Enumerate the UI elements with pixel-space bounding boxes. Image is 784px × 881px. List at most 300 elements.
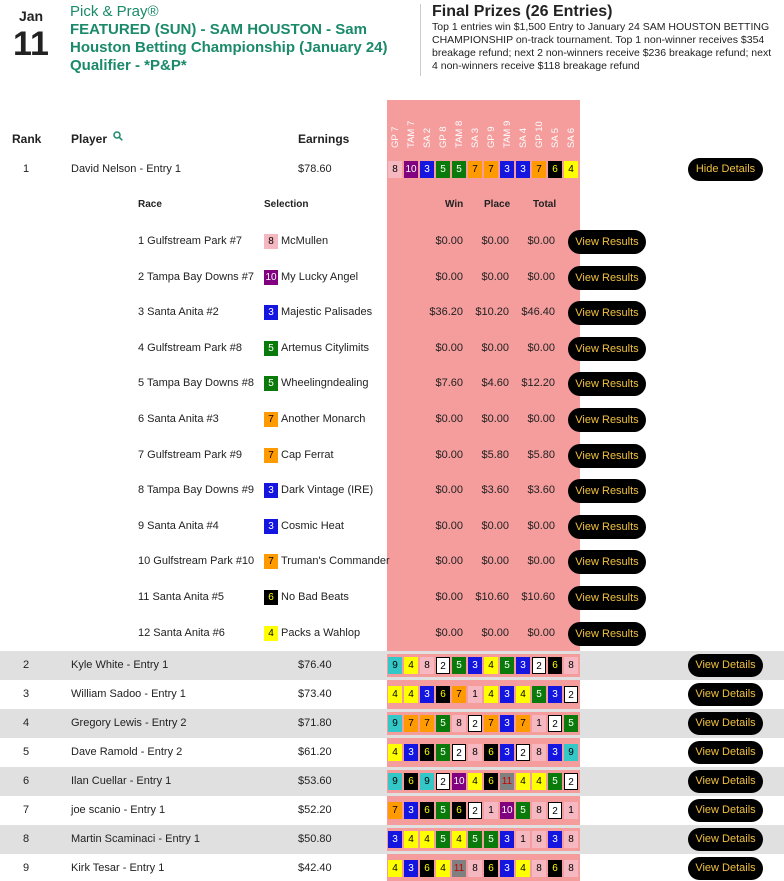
pick-cell: 3 bbox=[548, 744, 562, 761]
picks-strip bbox=[387, 654, 580, 677]
pick-cell: 5 bbox=[436, 715, 450, 732]
pick-cell: 6 bbox=[404, 773, 418, 790]
detail-total: $0.00 bbox=[527, 413, 555, 425]
pick-cell: 6 bbox=[548, 657, 562, 674]
pick-cell: 6 bbox=[548, 161, 562, 178]
pick-cell: 4 bbox=[388, 860, 402, 877]
pick-cell: 1 bbox=[564, 802, 578, 819]
date-day: 11 bbox=[13, 25, 49, 63]
view-results-button[interactable]: View Results bbox=[568, 622, 646, 646]
pick-cell: 3 bbox=[404, 860, 418, 877]
earnings-cell: $52.20 bbox=[298, 804, 332, 816]
player-name: joe scanio - Entry 1 bbox=[71, 804, 166, 816]
picks-strip bbox=[387, 770, 580, 793]
pick-cell: 2 bbox=[532, 657, 546, 674]
pick-cell: 5 bbox=[452, 161, 466, 178]
detail-row bbox=[0, 230, 784, 254]
detail-selection: No Bad Beats bbox=[281, 591, 349, 603]
view-details-button[interactable]: View Details bbox=[688, 712, 763, 735]
view-results-button[interactable]: View Results bbox=[568, 444, 646, 468]
prizes-description: Top 1 entries win $1,500 Entry to January 24 SAM HOUSTON BETTING CHAMPIONSHIP on-track tournament. Top 1 non-winner receives $354 breakage refund; next 2 non-winners receive $236 breakage refund; next 4 non-winners receive $118 breakage refund bbox=[432, 21, 772, 72]
track-label bbox=[467, 100, 483, 152]
detail-win: $0.00 bbox=[435, 448, 463, 461]
detail-win: $36.20 bbox=[429, 306, 463, 319]
detail-selection: Artemus Citylimits bbox=[281, 341, 370, 354]
leaderboard-row bbox=[0, 651, 784, 680]
pick-cell: 4 bbox=[436, 860, 450, 877]
track-label bbox=[531, 100, 547, 152]
leaderboard-row bbox=[0, 796, 784, 825]
rank-cell: 3 bbox=[22, 688, 30, 700]
detail-win: $7.60 bbox=[435, 377, 463, 390]
detail-selection: Packs a Wahlop bbox=[281, 626, 361, 639]
pick-cell: 6 bbox=[420, 860, 434, 877]
track-label bbox=[547, 100, 563, 152]
pick-cell: 3 bbox=[500, 715, 514, 732]
pick-cell: 7 bbox=[516, 715, 530, 732]
pick-cell: 3 bbox=[420, 686, 434, 703]
detail-total: $0.00 bbox=[527, 626, 555, 639]
detail-race: 2 Tampa Bay Downs #7 bbox=[138, 270, 254, 283]
leaderboard-row bbox=[0, 680, 784, 709]
detail-row bbox=[0, 408, 784, 432]
rank-cell: 4 bbox=[22, 717, 30, 729]
pick-cell: 8 bbox=[564, 831, 578, 848]
view-details-button[interactable]: View Details bbox=[688, 654, 763, 677]
pick-cell: 2 bbox=[452, 744, 466, 761]
track-label bbox=[499, 100, 515, 152]
detail-place: $4.60 bbox=[481, 377, 509, 390]
detail-win: $0.00 bbox=[435, 235, 463, 247]
rank-cell: 5 bbox=[22, 746, 30, 758]
track-label-text: SA 6 bbox=[566, 127, 577, 148]
detail-win: $0.00 bbox=[435, 626, 463, 639]
pick-cell: 5 bbox=[532, 686, 546, 703]
pick-cell: 6 bbox=[452, 802, 466, 819]
detail-row bbox=[0, 515, 784, 539]
detail-program-number: 5 bbox=[264, 341, 278, 356]
view-results-button[interactable]: View Results bbox=[568, 372, 646, 396]
picks-strip bbox=[387, 158, 580, 181]
pick-cell: 8 bbox=[468, 744, 482, 761]
detail-total: $10.60 bbox=[521, 591, 555, 603]
detail-win: $0.00 bbox=[435, 341, 463, 354]
tournament-title: FEATURED (SUN) - SAM HOUSTON - Sam Houston Betting Championship (January 24) Qualifier - *P&P* bbox=[70, 21, 388, 74]
track-label bbox=[387, 100, 403, 152]
detail-race: 3 Santa Anita #2 bbox=[138, 306, 219, 319]
detail-row bbox=[0, 301, 784, 325]
track-labels bbox=[387, 100, 580, 152]
detail-row bbox=[0, 266, 784, 290]
earnings-cell: $76.40 bbox=[298, 659, 332, 671]
detail-selection: Truman's Commander bbox=[281, 555, 390, 568]
search-icon[interactable] bbox=[113, 131, 123, 141]
pick-cell: 5 bbox=[500, 657, 514, 674]
detail-place: $0.00 bbox=[481, 555, 509, 568]
pick-cell: 4 bbox=[532, 773, 546, 790]
leaderboard-row bbox=[0, 738, 784, 767]
track-label bbox=[483, 100, 499, 152]
player-name: Kyle White - Entry 1 bbox=[71, 659, 169, 671]
track-label bbox=[563, 100, 579, 152]
pick-cell: 6 bbox=[420, 744, 434, 761]
pick-cell: 2 bbox=[436, 773, 450, 790]
pick-cell: 2 bbox=[436, 657, 450, 674]
track-label-text: GP 8 bbox=[438, 126, 449, 148]
detail-selection: Another Monarch bbox=[281, 413, 366, 425]
pick-cell: 9 bbox=[388, 715, 402, 732]
track-label-text: SA 5 bbox=[550, 127, 561, 148]
detail-row bbox=[0, 586, 784, 610]
detail-place: $0.00 bbox=[481, 270, 509, 283]
pick-cell: 3 bbox=[404, 802, 418, 819]
view-results-button[interactable]: View Results bbox=[568, 479, 646, 503]
pick-cell: 8 bbox=[388, 161, 402, 178]
rank-cell: 7 bbox=[22, 804, 30, 816]
game-type: Pick & Pray® bbox=[70, 3, 159, 20]
pick-cell: 8 bbox=[564, 657, 578, 674]
earnings-cell: $53.60 bbox=[298, 775, 332, 787]
hide-details-button[interactable]: Hide Details bbox=[688, 158, 763, 181]
pick-cell: 9 bbox=[388, 657, 402, 674]
pick-cell: 2 bbox=[548, 715, 562, 732]
pick-cell: 2 bbox=[516, 744, 530, 761]
picks-strip bbox=[387, 683, 580, 706]
detail-program-number: 3 bbox=[264, 305, 278, 320]
leaderboard-row bbox=[0, 709, 784, 738]
detail-program-number: 4 bbox=[264, 626, 278, 641]
pick-cell: 5 bbox=[484, 831, 498, 848]
pick-cell: 9 bbox=[420, 773, 434, 790]
detail-place: $0.00 bbox=[481, 235, 509, 247]
view-results-button[interactable]: View Results bbox=[568, 266, 646, 290]
detail-win: $0.00 bbox=[435, 484, 463, 497]
pick-cell: 7 bbox=[468, 161, 482, 178]
track-label-text: TAM 9 bbox=[502, 120, 513, 148]
leaderboard-row bbox=[0, 155, 784, 184]
track-label-text: SA 3 bbox=[470, 127, 481, 148]
view-results-button[interactable]: View Results bbox=[568, 550, 646, 574]
rank-cell: 6 bbox=[22, 775, 30, 787]
prizes-title: Final Prizes (26 Entries) bbox=[432, 3, 613, 20]
detail-place: $5.80 bbox=[481, 448, 509, 461]
date-month: Jan bbox=[18, 8, 44, 24]
detail-row bbox=[0, 372, 784, 396]
pick-cell: 5 bbox=[436, 744, 450, 761]
pick-cell: 2 bbox=[564, 773, 578, 790]
pick-cell: 7 bbox=[484, 161, 498, 178]
player-name: Martin Scaminaci - Entry 1 bbox=[71, 833, 200, 845]
pick-cell: 6 bbox=[436, 686, 450, 703]
view-details-button[interactable]: View Details bbox=[688, 741, 763, 764]
pick-cell: 7 bbox=[452, 686, 466, 703]
pick-cell: 3 bbox=[468, 657, 482, 674]
detail-race: 8 Tampa Bay Downs #9 bbox=[138, 484, 254, 497]
track-label-text: SA 4 bbox=[518, 127, 529, 148]
earnings-cell: $73.40 bbox=[298, 688, 332, 700]
detail-selection: My Lucky Angel bbox=[281, 270, 359, 283]
detail-program-number: 7 bbox=[264, 412, 278, 427]
pick-cell: 5 bbox=[548, 773, 562, 790]
earnings-cell: $61.20 bbox=[298, 746, 332, 758]
view-details-button[interactable]: View Details bbox=[688, 857, 763, 880]
pick-cell: 8 bbox=[532, 744, 546, 761]
pick-cell: 3 bbox=[500, 686, 514, 703]
earnings-header: Earnings bbox=[298, 132, 350, 146]
pick-cell: 5 bbox=[436, 802, 450, 819]
pick-cell: 1 bbox=[484, 802, 498, 819]
player-name: Gregory Lewis - Entry 2 bbox=[71, 717, 187, 729]
view-details-button[interactable]: View Details bbox=[688, 770, 763, 793]
detail-row bbox=[0, 550, 784, 574]
pick-cell: 6 bbox=[484, 860, 498, 877]
detail-race: 4 Gulfstream Park #8 bbox=[138, 341, 242, 354]
view-results-button[interactable]: View Results bbox=[568, 586, 646, 610]
detail-program-number: 8 bbox=[264, 234, 278, 249]
detail-race: 7 Gulfstream Park #9 bbox=[138, 448, 242, 461]
details-place-header: Place bbox=[484, 199, 511, 210]
earnings-cell: $42.40 bbox=[298, 862, 332, 874]
pick-cell: 6 bbox=[484, 773, 498, 790]
detail-place: $0.00 bbox=[481, 341, 509, 354]
pick-cell: 4 bbox=[564, 161, 578, 178]
view-results-button[interactable]: View Results bbox=[568, 337, 646, 361]
pick-cell: 8 bbox=[532, 860, 546, 877]
detail-win: $0.00 bbox=[435, 591, 463, 603]
pick-cell: 9 bbox=[388, 773, 402, 790]
pick-cell: 3 bbox=[404, 744, 418, 761]
pick-cell: 8 bbox=[420, 657, 434, 674]
detail-row bbox=[0, 479, 784, 503]
detail-total: $46.40 bbox=[521, 306, 555, 319]
detail-total: $12.20 bbox=[521, 377, 555, 390]
detail-selection: McMullen bbox=[281, 235, 329, 247]
pick-cell: 6 bbox=[548, 860, 562, 877]
player-name: Dave Ramold - Entry 2 bbox=[71, 746, 183, 758]
pick-cell: 5 bbox=[452, 657, 466, 674]
track-label-text: GP 10 bbox=[534, 121, 545, 148]
pick-cell: 11 bbox=[452, 860, 466, 877]
pick-cell: 8 bbox=[532, 802, 546, 819]
pick-cell: 3 bbox=[516, 657, 530, 674]
pick-cell: 3 bbox=[516, 161, 530, 178]
detail-selection: Majestic Palisades bbox=[281, 306, 373, 319]
pick-cell: 10 bbox=[452, 773, 466, 790]
pick-cell: 5 bbox=[516, 802, 530, 819]
detail-race: 11 Santa Anita #5 bbox=[138, 591, 225, 603]
player-name: Kirk Tesar - Entry 1 bbox=[71, 862, 165, 874]
prizes-block bbox=[432, 3, 777, 73]
pick-cell: 7 bbox=[388, 802, 402, 819]
detail-race: 9 Santa Anita #4 bbox=[138, 519, 219, 532]
detail-race: 6 Santa Anita #3 bbox=[138, 413, 219, 425]
pick-cell: 8 bbox=[532, 831, 546, 848]
pick-cell: 5 bbox=[436, 161, 450, 178]
pick-cell: 8 bbox=[452, 715, 466, 732]
pick-cell: 6 bbox=[484, 744, 498, 761]
player-name: William Sadoo - Entry 1 bbox=[71, 688, 186, 700]
detail-place: $10.20 bbox=[475, 306, 509, 319]
pick-cell: 8 bbox=[564, 860, 578, 877]
pick-cell: 3 bbox=[500, 860, 514, 877]
pick-cell: 8 bbox=[468, 860, 482, 877]
detail-win: $0.00 bbox=[435, 413, 463, 425]
details-win-header: Win bbox=[445, 199, 464, 210]
rank-cell: 9 bbox=[22, 862, 30, 874]
rank-cell: 1 bbox=[22, 163, 30, 175]
pick-cell: 4 bbox=[516, 773, 530, 790]
detail-program-number: 7 bbox=[264, 554, 278, 569]
detail-place: $3.60 bbox=[481, 484, 509, 497]
tournament-title-block bbox=[70, 3, 412, 75]
pick-cell: 7 bbox=[532, 161, 546, 178]
pick-cell: 6 bbox=[420, 802, 434, 819]
detail-row bbox=[0, 337, 784, 361]
view-results-button[interactable]: View Results bbox=[568, 408, 646, 432]
pick-cell: 4 bbox=[452, 831, 466, 848]
leaderboard-row bbox=[0, 767, 784, 796]
detail-place: $10.60 bbox=[475, 591, 509, 603]
pick-cell: 2 bbox=[468, 802, 482, 819]
detail-row bbox=[0, 622, 784, 646]
detail-place: $0.00 bbox=[481, 626, 509, 639]
picks-strip bbox=[387, 799, 580, 822]
detail-program-number: 6 bbox=[264, 590, 278, 605]
picks-strip bbox=[387, 857, 580, 880]
view-results-button[interactable]: View Results bbox=[568, 230, 646, 254]
pick-cell: 4 bbox=[404, 657, 418, 674]
pick-cell: 3 bbox=[500, 161, 514, 178]
pick-cell: 2 bbox=[548, 802, 562, 819]
detail-win: $0.00 bbox=[435, 555, 463, 568]
rank-cell: 8 bbox=[22, 833, 30, 845]
pick-cell: 3 bbox=[388, 831, 402, 848]
track-label bbox=[515, 100, 531, 152]
detail-selection: Cap Ferrat bbox=[281, 448, 334, 461]
pick-cell: 3 bbox=[500, 744, 514, 761]
view-results-button[interactable]: View Results bbox=[568, 301, 646, 325]
details-race-header: Race bbox=[138, 199, 162, 210]
detail-program-number: 3 bbox=[264, 519, 278, 534]
pick-cell: 4 bbox=[404, 686, 418, 703]
track-label-text: GP 7 bbox=[390, 126, 401, 148]
pick-cell: 4 bbox=[420, 831, 434, 848]
pick-cell: 3 bbox=[420, 161, 434, 178]
pick-cell: 11 bbox=[500, 773, 514, 790]
pick-cell: 7 bbox=[484, 715, 498, 732]
player-header: Player bbox=[71, 132, 108, 146]
detail-race: 1 Gulfstream Park #7 bbox=[138, 235, 242, 247]
pick-cell: 4 bbox=[484, 686, 498, 703]
track-label-text: TAM 7 bbox=[406, 120, 417, 148]
detail-selection: Dark Vintage (IRE) bbox=[281, 484, 374, 497]
pick-cell: 3 bbox=[548, 831, 562, 848]
detail-win: $0.00 bbox=[435, 270, 463, 283]
pick-cell: 2 bbox=[468, 715, 482, 732]
pick-cell: 4 bbox=[484, 657, 498, 674]
pick-cell: 7 bbox=[420, 715, 434, 732]
detail-race: 12 Santa Anita #6 bbox=[138, 626, 225, 639]
leaderboard-row bbox=[0, 825, 784, 854]
pick-cell: 3 bbox=[500, 831, 514, 848]
player-name: David Nelson - Entry 1 bbox=[71, 163, 182, 175]
pick-cell: 5 bbox=[564, 715, 578, 732]
player-name: Ilan Cuellar - Entry 1 bbox=[71, 775, 172, 787]
detail-total: $0.00 bbox=[527, 235, 555, 247]
detail-win: $0.00 bbox=[435, 519, 463, 532]
view-results-button[interactable]: View Results bbox=[568, 515, 646, 539]
track-label bbox=[403, 100, 419, 152]
earnings-cell: $50.80 bbox=[298, 833, 332, 845]
detail-row bbox=[0, 444, 784, 468]
view-details-button[interactable]: View Details bbox=[688, 799, 763, 822]
header-divider bbox=[420, 4, 421, 76]
track-label-text: GP 9 bbox=[486, 126, 497, 148]
detail-total: $5.80 bbox=[527, 448, 555, 461]
track-label-text: SA 2 bbox=[422, 127, 433, 148]
track-label-text: TAM 8 bbox=[454, 120, 465, 148]
pick-cell: 5 bbox=[468, 831, 482, 848]
detail-program-number: 5 bbox=[264, 376, 278, 391]
detail-race: 5 Tampa Bay Downs #8 bbox=[138, 377, 254, 390]
detail-selection: Wheelingndealing bbox=[281, 377, 369, 390]
picks-strip bbox=[387, 712, 580, 735]
detail-program-number: 10 bbox=[265, 271, 277, 283]
picks-strip bbox=[387, 741, 580, 764]
details-selection-header: Selection bbox=[264, 199, 309, 210]
pick-cell: 5 bbox=[436, 831, 450, 848]
detail-program-number: 3 bbox=[264, 483, 278, 498]
earnings-cell: $71.80 bbox=[298, 717, 332, 729]
pick-cell: 4 bbox=[404, 831, 418, 848]
track-label bbox=[451, 100, 467, 152]
rank-header: Rank bbox=[12, 132, 42, 146]
detail-race: 10 Gulfstream Park #10 bbox=[138, 555, 255, 568]
detail-total: $0.00 bbox=[527, 555, 555, 568]
detail-total: $0.00 bbox=[527, 341, 555, 354]
pick-cell: 4 bbox=[516, 860, 530, 877]
pick-cell: 9 bbox=[564, 744, 578, 761]
pick-cell: 2 bbox=[564, 686, 578, 703]
detail-place: $0.00 bbox=[481, 413, 509, 425]
pick-cell: 4 bbox=[388, 686, 402, 703]
track-label bbox=[435, 100, 451, 152]
pick-cell: 4 bbox=[468, 773, 482, 790]
detail-total: $0.00 bbox=[527, 270, 555, 283]
picks-strip bbox=[387, 828, 580, 851]
pick-cell: 3 bbox=[548, 686, 562, 703]
view-details-button[interactable]: View Details bbox=[688, 683, 763, 706]
detail-total: $3.60 bbox=[527, 484, 555, 497]
track-label bbox=[419, 100, 435, 152]
pick-cell: 10 bbox=[500, 802, 514, 819]
detail-total: $0.00 bbox=[527, 519, 555, 532]
pick-cell: 1 bbox=[516, 831, 530, 848]
detail-selection: Cosmic Heat bbox=[281, 519, 344, 532]
details-total-header: Total bbox=[533, 199, 557, 210]
date-badge bbox=[0, 8, 62, 62]
pick-cell: 1 bbox=[468, 686, 482, 703]
detail-place: $0.00 bbox=[481, 519, 509, 532]
detail-program-number: 7 bbox=[264, 448, 278, 463]
pick-cell: 1 bbox=[532, 715, 546, 732]
rank-cell: 2 bbox=[22, 659, 30, 671]
pick-cell: 4 bbox=[388, 744, 402, 761]
view-details-button[interactable]: View Details bbox=[688, 828, 763, 851]
pick-cell: 10 bbox=[404, 161, 418, 178]
pick-cell: 4 bbox=[516, 686, 530, 703]
pick-cell: 7 bbox=[404, 715, 418, 732]
